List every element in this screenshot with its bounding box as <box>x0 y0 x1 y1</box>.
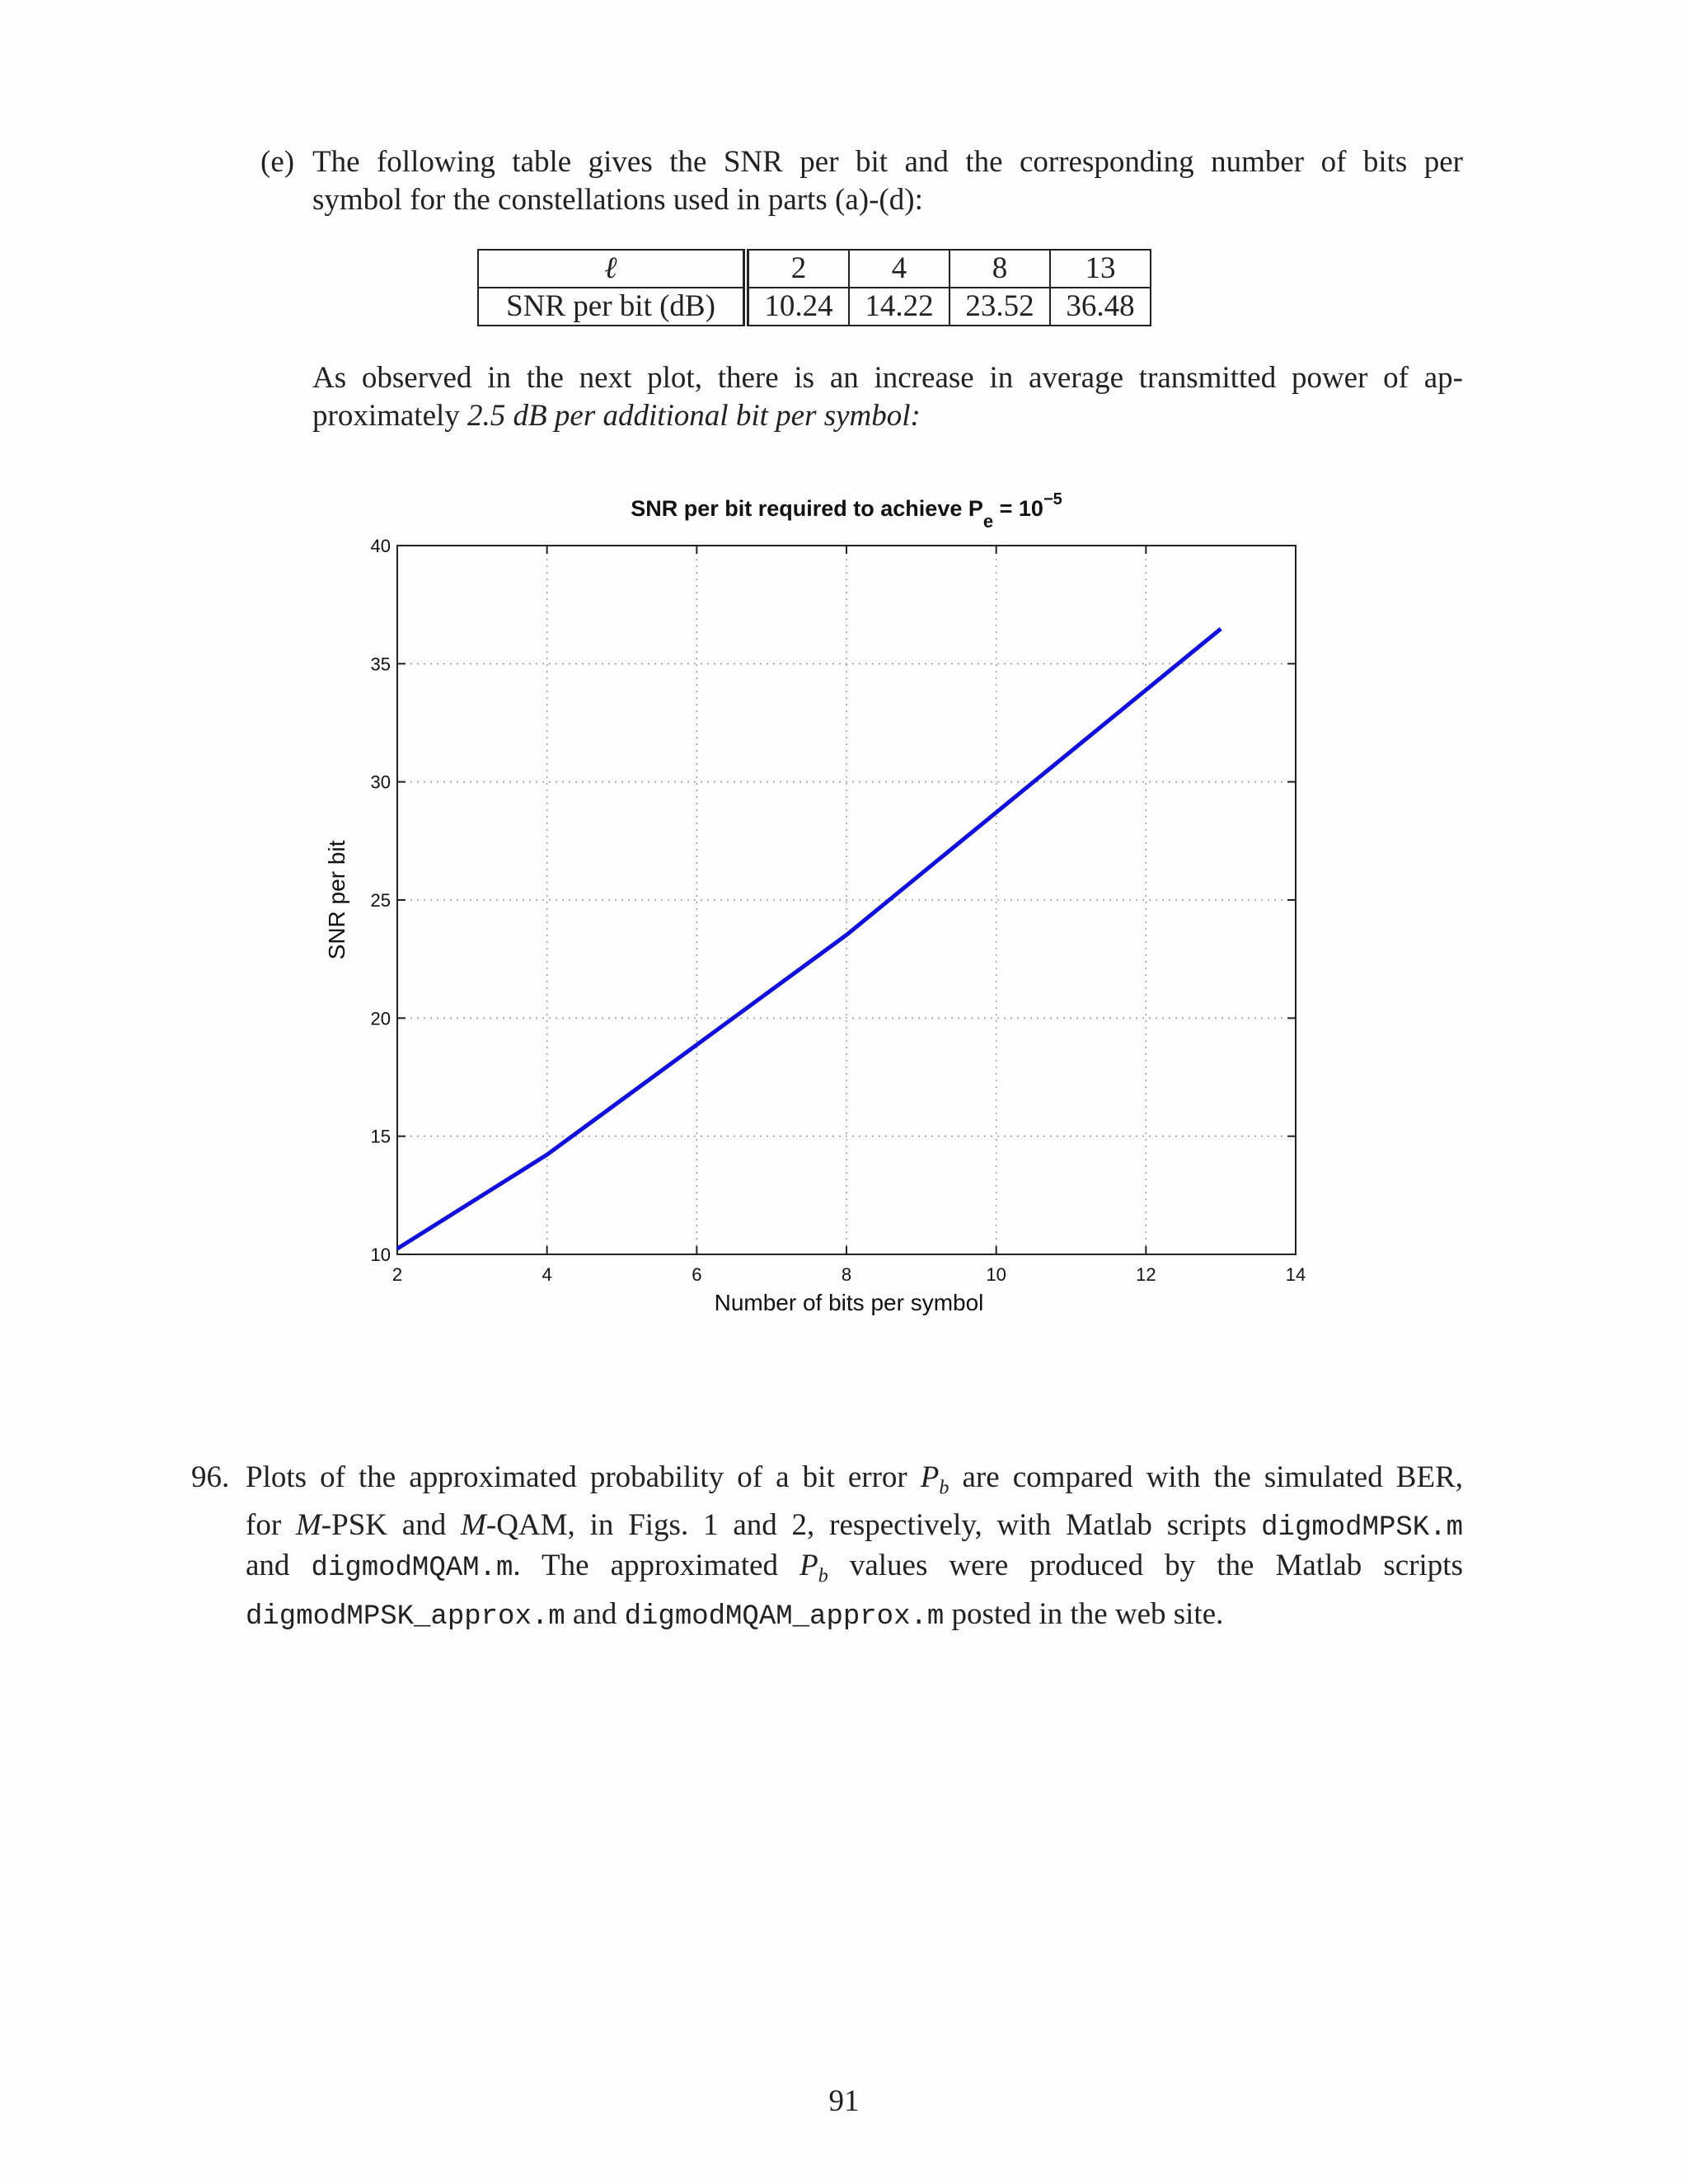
chart-series-line <box>397 629 1221 1249</box>
chart-x-axis-label: Number of bits per symbol <box>714 1290 984 1315</box>
chart-y-tick-label: 20 <box>370 1008 391 1029</box>
chart-y-tick-label: 25 <box>370 890 391 911</box>
chart-y-axis-label: SNR per bit <box>324 840 349 960</box>
table-row-head-ell: ℓ <box>478 250 746 288</box>
chart-y-tick-label: 35 <box>370 654 391 675</box>
chart-y-tick-label: 30 <box>370 771 391 793</box>
chart-title: SNR per bit required to achieve $P_e = 10^{-5}$ <box>631 490 1062 532</box>
chart-y-tick-label: 40 <box>370 536 391 556</box>
item-96-line4: digmodMPSK_approx.m and digmodMQAM_approx.m posted in the web site. <box>246 1596 1224 1633</box>
page-number: 91 <box>828 2084 860 2118</box>
chart-x-tick-label: 10 <box>986 1264 1006 1285</box>
table-cell: 36.48 <box>1050 288 1151 326</box>
chart-x-tick-label: 2 <box>392 1264 403 1285</box>
part-e-intro-line1: The following table gives the SNR per bit and the corresponding number of bits per <box>312 145 1463 179</box>
chart-y-tick-label: 10 <box>370 1244 391 1265</box>
chart-x-tick-labels <box>392 1264 1306 1285</box>
table-cell: 8 <box>950 250 1050 288</box>
item-96-line2: for M-PSK and M-QAM, in Figs. 1 and 2, respectively, with Matlab scripts digmodMPSK.m <box>246 1508 1463 1544</box>
item-96-number: 96. <box>191 1460 230 1494</box>
chart-y-tick-label: 15 <box>370 1126 391 1147</box>
item-96-text <box>246 1459 1463 1636</box>
item-96-line3: and digmodMQAM.m. The approximated $P_b$ values were produced by the Matlab scripts <box>246 1549 1463 1587</box>
table-cell: 4 <box>849 250 950 288</box>
part-e-intro-line2: symbol for the constellations used in parts (a)-(d): <box>312 183 923 217</box>
table-cell: 23.52 <box>950 288 1050 326</box>
chart-x-tick-label: 4 <box>542 1264 552 1285</box>
chart-x-tick-label: 14 <box>1285 1264 1306 1285</box>
chart-x-tick-label: 8 <box>841 1264 852 1285</box>
chart-grid <box>397 546 1296 1254</box>
table-cell: 14.22 <box>849 288 950 326</box>
observation-line1: As observed in the next plot, there is an increase in average transmitted power of ap- <box>312 361 1463 395</box>
item-96-line1: Plots of the approximated probability of a bit error $P_b$ are compared with the simulated BER, <box>246 1460 1463 1499</box>
table-cell: 13 <box>1050 250 1151 288</box>
chart-x-tick-label: 12 <box>1136 1264 1156 1285</box>
table-cell: 2 <box>746 250 849 288</box>
chart-x-tick-label: 6 <box>692 1264 702 1285</box>
observation-line2: proximately 2.5 dB per additional bit per symbol: <box>312 399 921 433</box>
chart-y-tick-labels <box>371 536 391 1265</box>
part-e-label: (e) <box>260 145 295 179</box>
table-cell: 10.24 <box>746 288 849 326</box>
table-row-head-snr: SNR per bit (dB) <box>478 288 746 326</box>
